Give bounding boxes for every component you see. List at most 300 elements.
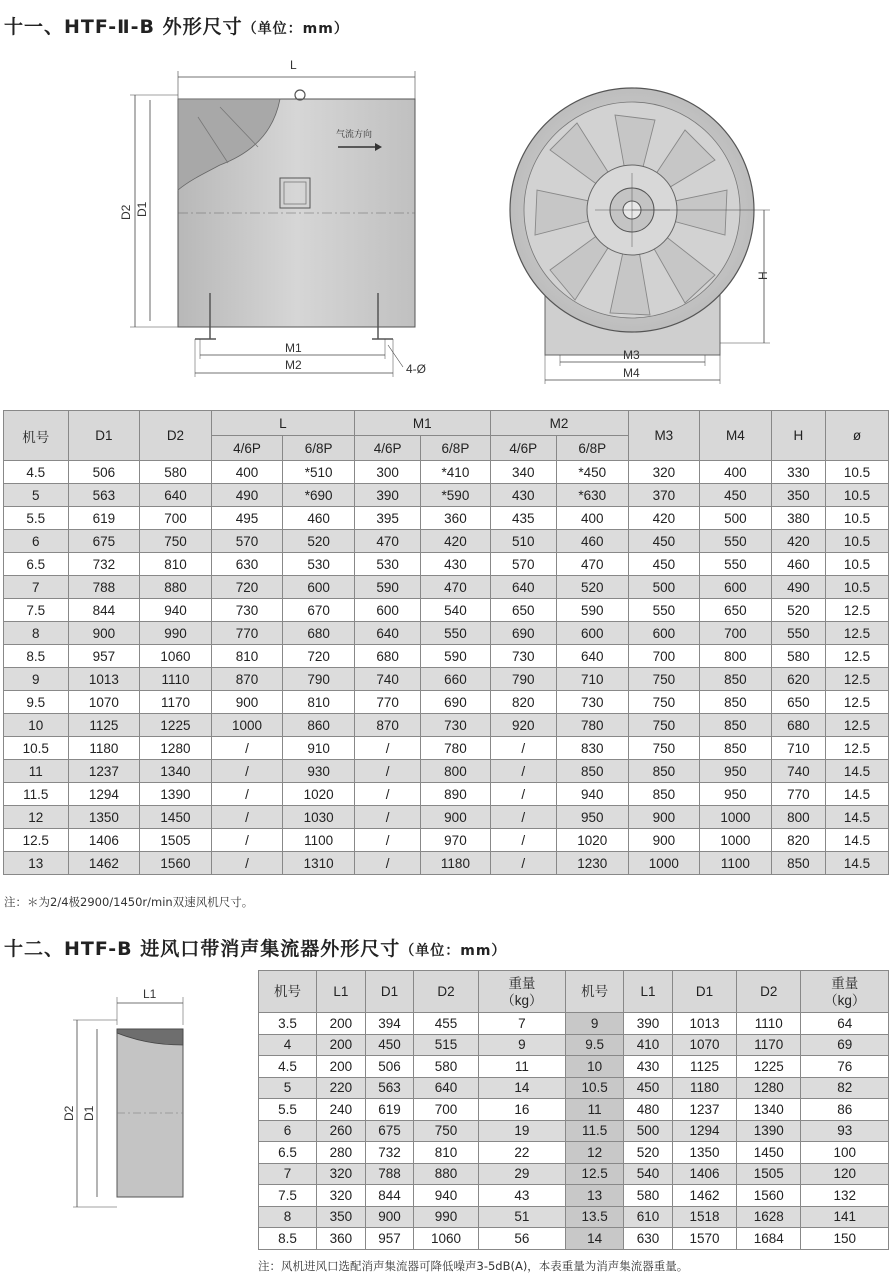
table-cell: 470 bbox=[556, 553, 628, 576]
fan-front-view-drawing bbox=[505, 75, 785, 390]
table-cell: 540 bbox=[421, 599, 490, 622]
table-cell: *630 bbox=[556, 484, 628, 507]
col-model: 机号 bbox=[4, 411, 69, 461]
table-cell: 1180 bbox=[421, 852, 490, 875]
table-cell: 420 bbox=[628, 507, 700, 530]
table-cell: 450 bbox=[700, 484, 772, 507]
table-cell: *510 bbox=[283, 461, 355, 484]
table-cell: 520 bbox=[771, 599, 825, 622]
table-cell: 6.5 bbox=[4, 553, 69, 576]
table-cell: 957 bbox=[68, 645, 140, 668]
table-cell: / bbox=[354, 806, 420, 829]
table-cell: 650 bbox=[771, 691, 825, 714]
table-cell: 200 bbox=[316, 1056, 365, 1078]
table-cell: 1570 bbox=[672, 1228, 736, 1250]
table-cell: / bbox=[211, 760, 283, 783]
table-1-row bbox=[4, 714, 889, 737]
table-cell: 1294 bbox=[68, 783, 140, 806]
table-cell: 7 bbox=[478, 1013, 566, 1035]
table-cell: 220 bbox=[316, 1077, 365, 1099]
table-cell: 770 bbox=[771, 783, 825, 806]
table-cell: 563 bbox=[68, 484, 140, 507]
table-cell: 7 bbox=[4, 576, 69, 599]
table-cell: 1350 bbox=[68, 806, 140, 829]
col2-d1-a: D1 bbox=[365, 971, 414, 1013]
table-cell: 394 bbox=[365, 1013, 414, 1035]
table-2-row bbox=[259, 1013, 889, 1035]
table-1-row bbox=[4, 484, 889, 507]
table-cell: 150 bbox=[801, 1228, 889, 1250]
col-m3: M3 bbox=[628, 411, 700, 461]
table-cell: 950 bbox=[700, 760, 772, 783]
dim-h-label: H bbox=[756, 271, 770, 280]
table-cell: 600 bbox=[628, 622, 700, 645]
table-cell: 5 bbox=[259, 1077, 317, 1099]
table-cell: 580 bbox=[771, 645, 825, 668]
table-2-body bbox=[259, 1013, 889, 1250]
table-cell: 12 bbox=[566, 1142, 624, 1164]
table-cell: 590 bbox=[556, 599, 628, 622]
dim-d2-label: D2 bbox=[119, 204, 133, 220]
table-cell: 12.5 bbox=[825, 691, 888, 714]
table-cell: 790 bbox=[283, 668, 355, 691]
table-cell: 13.5 bbox=[566, 1206, 624, 1228]
table-cell: 680 bbox=[283, 622, 355, 645]
table-cell: 770 bbox=[354, 691, 420, 714]
table-cell: 300 bbox=[354, 461, 420, 484]
table-cell: 900 bbox=[211, 691, 283, 714]
dim-holes-label: 4-Ø bbox=[406, 362, 427, 376]
table-cell: 1170 bbox=[737, 1034, 801, 1056]
table-cell: 550 bbox=[628, 599, 700, 622]
htf-ii-b-dimensions-table bbox=[3, 410, 889, 875]
table-cell: 4.5 bbox=[4, 461, 69, 484]
table-cell: 780 bbox=[556, 714, 628, 737]
table-cell: 880 bbox=[140, 576, 212, 599]
table-cell: 14.5 bbox=[825, 783, 888, 806]
table-cell: 680 bbox=[354, 645, 420, 668]
table-cell: 1180 bbox=[68, 737, 140, 760]
table-cell: 360 bbox=[421, 507, 490, 530]
table-cell: 800 bbox=[771, 806, 825, 829]
table-cell: 4.5 bbox=[259, 1056, 317, 1078]
table-cell: 619 bbox=[365, 1099, 414, 1121]
table-cell: 680 bbox=[771, 714, 825, 737]
table-cell: 56 bbox=[478, 1228, 566, 1250]
table-cell: 1020 bbox=[283, 783, 355, 806]
table-cell: 9 bbox=[4, 668, 69, 691]
table-cell: 630 bbox=[624, 1228, 673, 1250]
table-cell: 580 bbox=[140, 461, 212, 484]
col2-weight-b bbox=[801, 971, 889, 1013]
table-cell: 430 bbox=[421, 553, 490, 576]
col-phi: ø bbox=[825, 411, 888, 461]
table-cell: 200 bbox=[316, 1013, 365, 1035]
table-cell: 10.5 bbox=[4, 737, 69, 760]
table-cell: 640 bbox=[490, 576, 556, 599]
table-cell: 10.5 bbox=[825, 484, 888, 507]
table-cell: 1390 bbox=[140, 783, 212, 806]
table-cell: 390 bbox=[354, 484, 420, 507]
table-cell: 76 bbox=[801, 1056, 889, 1078]
table-cell: 940 bbox=[140, 599, 212, 622]
table-cell: 1110 bbox=[737, 1013, 801, 1035]
table-cell: 720 bbox=[211, 576, 283, 599]
table-cell: 450 bbox=[365, 1034, 414, 1056]
table-cell: 380 bbox=[771, 507, 825, 530]
col2-d2-a: D2 bbox=[414, 971, 478, 1013]
table-cell: 630 bbox=[211, 553, 283, 576]
table-cell: / bbox=[211, 829, 283, 852]
table-cell: 470 bbox=[421, 576, 490, 599]
col-m1: M1 bbox=[354, 411, 490, 436]
table-cell: 390 bbox=[624, 1013, 673, 1035]
table-cell: 506 bbox=[365, 1056, 414, 1078]
table-cell: 1013 bbox=[68, 668, 140, 691]
table-cell: 455 bbox=[414, 1013, 478, 1035]
table-cell: 12.5 bbox=[825, 668, 888, 691]
table-cell: 530 bbox=[283, 553, 355, 576]
table-2-row bbox=[259, 1206, 889, 1228]
collector-dim-d1-label: D1 bbox=[82, 1105, 96, 1121]
table-1-row bbox=[4, 530, 889, 553]
table-cell: 750 bbox=[628, 737, 700, 760]
table-cell: 16 bbox=[478, 1099, 566, 1121]
table-2-row bbox=[259, 1120, 889, 1142]
table-cell: 690 bbox=[421, 691, 490, 714]
table-cell: 19 bbox=[478, 1120, 566, 1142]
col2-l1-a: L1 bbox=[316, 971, 365, 1013]
table-cell: 670 bbox=[283, 599, 355, 622]
table-cell: 9 bbox=[478, 1034, 566, 1056]
table-cell: 900 bbox=[421, 806, 490, 829]
table-cell: 1628 bbox=[737, 1206, 801, 1228]
table-cell: 11 bbox=[4, 760, 69, 783]
table-cell: 5.5 bbox=[4, 507, 69, 530]
table-cell: 970 bbox=[421, 829, 490, 852]
table-cell: 460 bbox=[283, 507, 355, 530]
table-cell: 13 bbox=[4, 852, 69, 875]
table-cell: 880 bbox=[414, 1163, 478, 1185]
table-cell: 7.5 bbox=[259, 1185, 317, 1207]
table-cell: 675 bbox=[68, 530, 140, 553]
table-cell: 1684 bbox=[737, 1228, 801, 1250]
table-cell: 700 bbox=[628, 645, 700, 668]
weight-unit-b: （kg） bbox=[824, 992, 866, 1008]
section-1-note: 注：＊为2/4极2900/1450r/min双速风机尺寸。 bbox=[4, 895, 254, 909]
table-cell: 600 bbox=[700, 576, 772, 599]
table-cell: 1100 bbox=[283, 829, 355, 852]
table-cell: 280 bbox=[316, 1142, 365, 1164]
table-cell: 69 bbox=[801, 1034, 889, 1056]
table-cell: 320 bbox=[316, 1163, 365, 1185]
table-cell: 9.5 bbox=[566, 1034, 624, 1056]
table-cell: 800 bbox=[700, 645, 772, 668]
table-cell: 370 bbox=[628, 484, 700, 507]
table-cell: 22 bbox=[478, 1142, 566, 1164]
table-1-row bbox=[4, 829, 889, 852]
col2-weight-a bbox=[478, 971, 566, 1013]
table-cell: 12.5 bbox=[825, 599, 888, 622]
table-cell: 11.5 bbox=[566, 1120, 624, 1142]
dim-l1-label: L1 bbox=[143, 987, 157, 1001]
collector-dim-d2-label: D2 bbox=[62, 1105, 76, 1121]
table-cell: 950 bbox=[556, 806, 628, 829]
table-cell: / bbox=[490, 852, 556, 875]
table-cell: 14 bbox=[566, 1228, 624, 1250]
table-cell: 1450 bbox=[140, 806, 212, 829]
table-cell: 600 bbox=[556, 622, 628, 645]
table-cell: 640 bbox=[140, 484, 212, 507]
table-cell: 830 bbox=[556, 737, 628, 760]
table-cell: / bbox=[211, 783, 283, 806]
col-m2: M2 bbox=[490, 411, 628, 436]
table-cell: 1518 bbox=[672, 1206, 736, 1228]
table-cell: 732 bbox=[68, 553, 140, 576]
table-cell: 510 bbox=[490, 530, 556, 553]
table-cell: / bbox=[354, 852, 420, 875]
table-cell: 14.5 bbox=[825, 760, 888, 783]
table-cell: 1390 bbox=[737, 1120, 801, 1142]
table-cell: 1070 bbox=[672, 1034, 736, 1056]
table-cell: 450 bbox=[628, 530, 700, 553]
table-cell: 1000 bbox=[628, 852, 700, 875]
table-cell: 1450 bbox=[737, 1142, 801, 1164]
table-cell: 730 bbox=[490, 645, 556, 668]
dim-m4-label: M4 bbox=[623, 366, 640, 380]
table-cell: 1170 bbox=[140, 691, 212, 714]
table-cell: 5 bbox=[4, 484, 69, 507]
table-cell: 1100 bbox=[700, 852, 772, 875]
table-2-row bbox=[259, 1142, 889, 1164]
table-cell: 200 bbox=[316, 1034, 365, 1056]
table-cell: 1505 bbox=[140, 829, 212, 852]
table-cell: 730 bbox=[556, 691, 628, 714]
table-cell: 563 bbox=[365, 1077, 414, 1099]
table-cell: 141 bbox=[801, 1206, 889, 1228]
table-cell: *690 bbox=[283, 484, 355, 507]
table-1-row bbox=[4, 507, 889, 530]
table-cell: 260 bbox=[316, 1120, 365, 1142]
section-2-title: 十二、HTF-B 进风口带消声集流器外形尺寸 bbox=[4, 938, 401, 960]
table-cell: 550 bbox=[421, 622, 490, 645]
table-cell: 14.5 bbox=[825, 806, 888, 829]
table-cell: 520 bbox=[283, 530, 355, 553]
table-cell: 1013 bbox=[672, 1013, 736, 1035]
table-cell: 1505 bbox=[737, 1163, 801, 1185]
table-cell: 10.5 bbox=[825, 553, 888, 576]
table-cell: 12.5 bbox=[825, 622, 888, 645]
table-cell: / bbox=[211, 737, 283, 760]
table-2-row bbox=[259, 1099, 889, 1121]
table-2-row bbox=[259, 1034, 889, 1056]
table-cell: 500 bbox=[700, 507, 772, 530]
table-cell: 1237 bbox=[68, 760, 140, 783]
table-cell: 650 bbox=[490, 599, 556, 622]
table-cell: 844 bbox=[365, 1185, 414, 1207]
table-cell: 8.5 bbox=[259, 1228, 317, 1250]
table-cell: 940 bbox=[414, 1185, 478, 1207]
table-cell: / bbox=[211, 806, 283, 829]
table-cell: 1462 bbox=[68, 852, 140, 875]
table-cell: 619 bbox=[68, 507, 140, 530]
table-cell: 750 bbox=[140, 530, 212, 553]
table-cell: 850 bbox=[700, 668, 772, 691]
table-1-row bbox=[4, 806, 889, 829]
table-cell: 490 bbox=[211, 484, 283, 507]
table-cell: 570 bbox=[211, 530, 283, 553]
table-2-row bbox=[259, 1185, 889, 1207]
col-m4: M4 bbox=[700, 411, 772, 461]
section-2-heading bbox=[4, 934, 506, 961]
airflow-direction-label: 气流方向 bbox=[336, 130, 373, 140]
table-cell: 14.5 bbox=[825, 852, 888, 875]
dim-m2-label: M2 bbox=[285, 358, 302, 372]
col2-model-a: 机号 bbox=[259, 971, 317, 1013]
col2-d1-b: D1 bbox=[672, 971, 736, 1013]
table-cell: 7.5 bbox=[4, 599, 69, 622]
table-cell: 500 bbox=[628, 576, 700, 599]
table-cell: 12.5 bbox=[825, 737, 888, 760]
table-cell: 6 bbox=[259, 1120, 317, 1142]
table-cell: 750 bbox=[628, 691, 700, 714]
table-cell: 850 bbox=[628, 783, 700, 806]
table-2-row bbox=[259, 1056, 889, 1078]
table-cell: 910 bbox=[283, 737, 355, 760]
weight-label-b: 重量 bbox=[831, 975, 859, 991]
table-cell: 8 bbox=[4, 622, 69, 645]
table-cell: 420 bbox=[771, 530, 825, 553]
table-cell: 120 bbox=[801, 1163, 889, 1185]
table-cell: 430 bbox=[490, 484, 556, 507]
table-cell: 350 bbox=[316, 1206, 365, 1228]
table-cell: 1280 bbox=[140, 737, 212, 760]
section-2-note: 注：风机进风口选配消声集流器可降低噪声3-5dB(A)，本表重量为消声集流器重量。 bbox=[258, 1259, 689, 1273]
table-cell: 732 bbox=[365, 1142, 414, 1164]
table-cell: / bbox=[490, 737, 556, 760]
table-cell: 650 bbox=[700, 599, 772, 622]
table-cell: 515 bbox=[414, 1034, 478, 1056]
table-cell: 1020 bbox=[556, 829, 628, 852]
table-cell: 10.5 bbox=[825, 576, 888, 599]
table-cell: 770 bbox=[211, 622, 283, 645]
table-cell: 1406 bbox=[68, 829, 140, 852]
table-cell: 64 bbox=[801, 1013, 889, 1035]
table-cell: 550 bbox=[700, 530, 772, 553]
table-cell: 940 bbox=[556, 783, 628, 806]
table-cell: 1230 bbox=[556, 852, 628, 875]
table-cell: 660 bbox=[421, 668, 490, 691]
table-cell: 600 bbox=[354, 599, 420, 622]
col-l: L bbox=[211, 411, 354, 436]
table-cell: 400 bbox=[700, 461, 772, 484]
table-cell: 5.5 bbox=[259, 1099, 317, 1121]
table-cell: 788 bbox=[68, 576, 140, 599]
table-cell: 435 bbox=[490, 507, 556, 530]
table-cell: 82 bbox=[801, 1077, 889, 1099]
table-cell: 506 bbox=[68, 461, 140, 484]
table-cell: 675 bbox=[365, 1120, 414, 1142]
table-1-row bbox=[4, 691, 889, 714]
table-cell: 132 bbox=[801, 1185, 889, 1207]
table-cell: 1237 bbox=[672, 1099, 736, 1121]
table-cell: 550 bbox=[771, 622, 825, 645]
table-cell: 520 bbox=[556, 576, 628, 599]
table-cell: 810 bbox=[283, 691, 355, 714]
table-cell: 395 bbox=[354, 507, 420, 530]
table-cell: *410 bbox=[421, 461, 490, 484]
table-cell: 4 bbox=[259, 1034, 317, 1056]
table-cell: 1000 bbox=[700, 829, 772, 852]
weight-unit-a: （kg） bbox=[501, 992, 543, 1008]
col-h: H bbox=[771, 411, 825, 461]
table-cell: 340 bbox=[490, 461, 556, 484]
table-cell: 844 bbox=[68, 599, 140, 622]
table-cell: 850 bbox=[628, 760, 700, 783]
col-l-4-6p: 4/6P bbox=[211, 436, 283, 461]
col-m1-4-6p: 4/6P bbox=[354, 436, 420, 461]
table-cell: 9.5 bbox=[4, 691, 69, 714]
table-cell: *590 bbox=[421, 484, 490, 507]
table-cell: 12.5 bbox=[825, 645, 888, 668]
table-cell: 11 bbox=[566, 1099, 624, 1121]
table-cell: / bbox=[354, 760, 420, 783]
table-cell: 420 bbox=[421, 530, 490, 553]
table-cell: 640 bbox=[414, 1077, 478, 1099]
table-cell: 470 bbox=[354, 530, 420, 553]
table-1-row bbox=[4, 599, 889, 622]
table-cell: 410 bbox=[624, 1034, 673, 1056]
table-cell: 3.5 bbox=[259, 1013, 317, 1035]
table-cell: 51 bbox=[478, 1206, 566, 1228]
table-cell: / bbox=[490, 806, 556, 829]
table-cell: 1060 bbox=[140, 645, 212, 668]
table-cell: 740 bbox=[354, 668, 420, 691]
section-1-unit: （单位：mm） bbox=[242, 21, 349, 37]
table-cell: / bbox=[490, 829, 556, 852]
table-cell: 1070 bbox=[68, 691, 140, 714]
table-cell: 810 bbox=[211, 645, 283, 668]
table-cell: 900 bbox=[68, 622, 140, 645]
table-cell: 850 bbox=[700, 737, 772, 760]
table-cell: 1125 bbox=[672, 1056, 736, 1078]
table-cell: 86 bbox=[801, 1099, 889, 1121]
weight-label-a: 重量 bbox=[508, 975, 536, 991]
section-1-heading bbox=[4, 12, 349, 39]
table-cell: 820 bbox=[490, 691, 556, 714]
table-1-row bbox=[4, 852, 889, 875]
table-cell: 11 bbox=[478, 1056, 566, 1078]
table-cell: 460 bbox=[556, 530, 628, 553]
table-cell: 810 bbox=[414, 1142, 478, 1164]
table-cell: 12.5 bbox=[4, 829, 69, 852]
table-2-row bbox=[259, 1228, 889, 1250]
table-cell: 600 bbox=[283, 576, 355, 599]
table-cell: 700 bbox=[140, 507, 212, 530]
table-cell: 320 bbox=[628, 461, 700, 484]
table-cell: / bbox=[354, 783, 420, 806]
table-cell: 400 bbox=[556, 507, 628, 530]
col-m1-6-8p: 6/8P bbox=[421, 436, 490, 461]
table-cell: 10.5 bbox=[825, 461, 888, 484]
table-cell: 820 bbox=[771, 829, 825, 852]
dim-m3-label: M3 bbox=[623, 348, 640, 362]
table-cell: 8.5 bbox=[4, 645, 69, 668]
table-cell: 700 bbox=[700, 622, 772, 645]
table-cell: 480 bbox=[624, 1099, 673, 1121]
table-cell: 990 bbox=[140, 622, 212, 645]
table-cell: 900 bbox=[628, 829, 700, 852]
